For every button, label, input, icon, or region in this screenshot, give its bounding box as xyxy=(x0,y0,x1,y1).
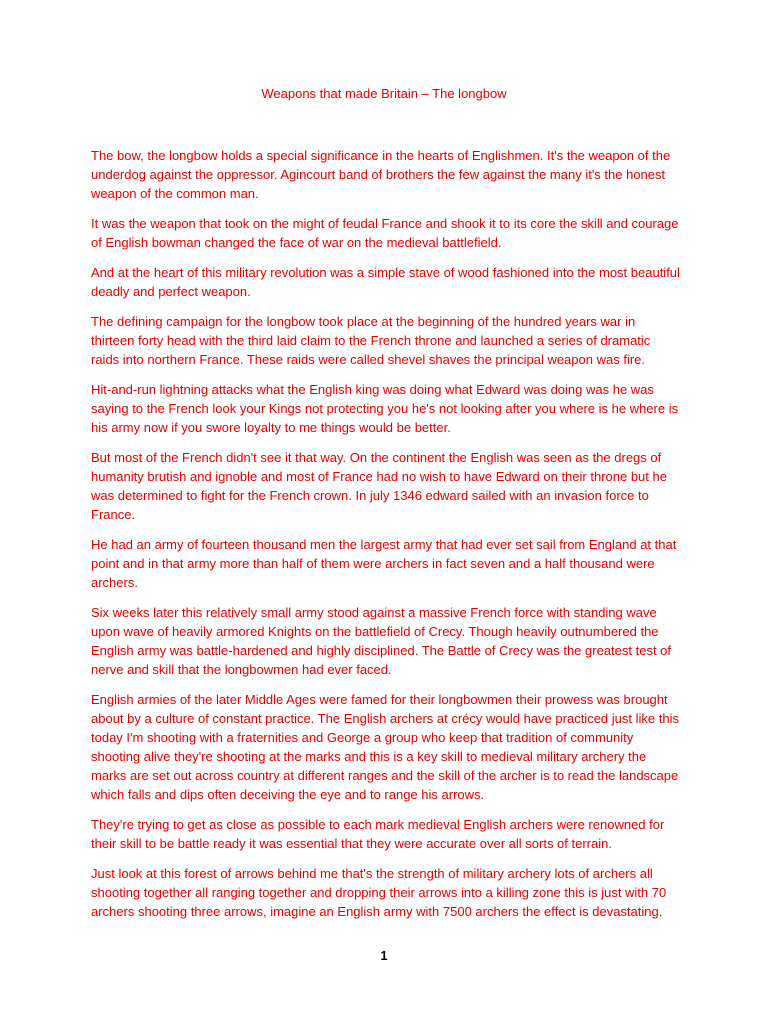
paragraph: Hit-and-run lightning attacks what the English king was doing what Edward was doing was he was saying to the French look your Kings not protecting you he's not looking after you where is he where is his army now if you swore loyalty to me things would be better. xyxy=(91,382,679,435)
paragraph: But most of the French didn't see it that way. On the continent the English was seen as the dregs of humanity brutish and ignoble and most of France had no wish to have Edward on their throne but he was determined to fight for the French crown. In july 1346 edward sailed with an invasion force to France. xyxy=(91,450,667,522)
paragraph: And at the heart of this military revolution was a simple stave of wood fashioned into the most beautiful deadly and perfect weapon. xyxy=(91,265,680,299)
paragraph: English armies of the later Middle Ages were famed for their longbowmen their prowess was brought about by a culture of constant practice. The English archers at crécy would have practiced just like this today I'm shooting with a fraternities and George a group who keep that tradition of community shooting alive they're shooting at the marks and this is a key skill to medieval military archery the marks are set out across country at different ranges and the skill of the archer is to read the landscape which falls and dips often deceiving the eye and to range his arrows. xyxy=(91,692,679,802)
paragraph: Just look at this forest of arrows behind me that's the strength of military archery lots of archers all shooting together all ranging together and dropping their arrows into a killing zone this is just with 70 archers shooting three arrows, imagine an English army with 7500 archers the effect is devastating. xyxy=(91,866,667,919)
document-title: Weapons that made Britain – The longbow xyxy=(261,86,507,101)
paragraph: The defining campaign for the longbow took place at the beginning of the hundred years war in thirteen forty head with the third laid claim to the French throne and launched a series of dramatic raids into northern France. These raids were called shevel shaves the principal weapon was fire. xyxy=(91,314,651,367)
paragraph: They're trying to get as close as possible to each mark medieval English archers were renowned for their skill to be battle ready it was essential that they were accurate over all sorts of terrain. xyxy=(91,817,665,851)
paragraph: Six weeks later this relatively small army stood against a massive French force with standing wave upon wave of heavily armored Knights on the battlefield of Crecy. Though heavily outnumbered the English army was battle-hardened and highly disciplined. The Battle of Crecy was the greatest test of nerve and skill that the longbowmen had ever faced. xyxy=(91,605,672,677)
paragraph: The bow, the longbow holds a special significance in the hearts of Englishmen. It's the weapon of the underdog against the oppressor. Agincourt band of brothers the few against the many it's the honest weapon of the common man. xyxy=(91,148,671,201)
paragraph: It was the weapon that took on the might of feudal France and shook it to its core the skill and courage of English bowman changed the face of war on the medieval battlefield. xyxy=(91,216,679,250)
paragraph: He had an army of fourteen thousand men the largest army that had ever set sail from England at that point and in that army more than half of them were archers in fact seven and a half thousand were archers. xyxy=(91,537,677,590)
document-body xyxy=(91,146,681,932)
page-number: 1 xyxy=(380,948,388,963)
